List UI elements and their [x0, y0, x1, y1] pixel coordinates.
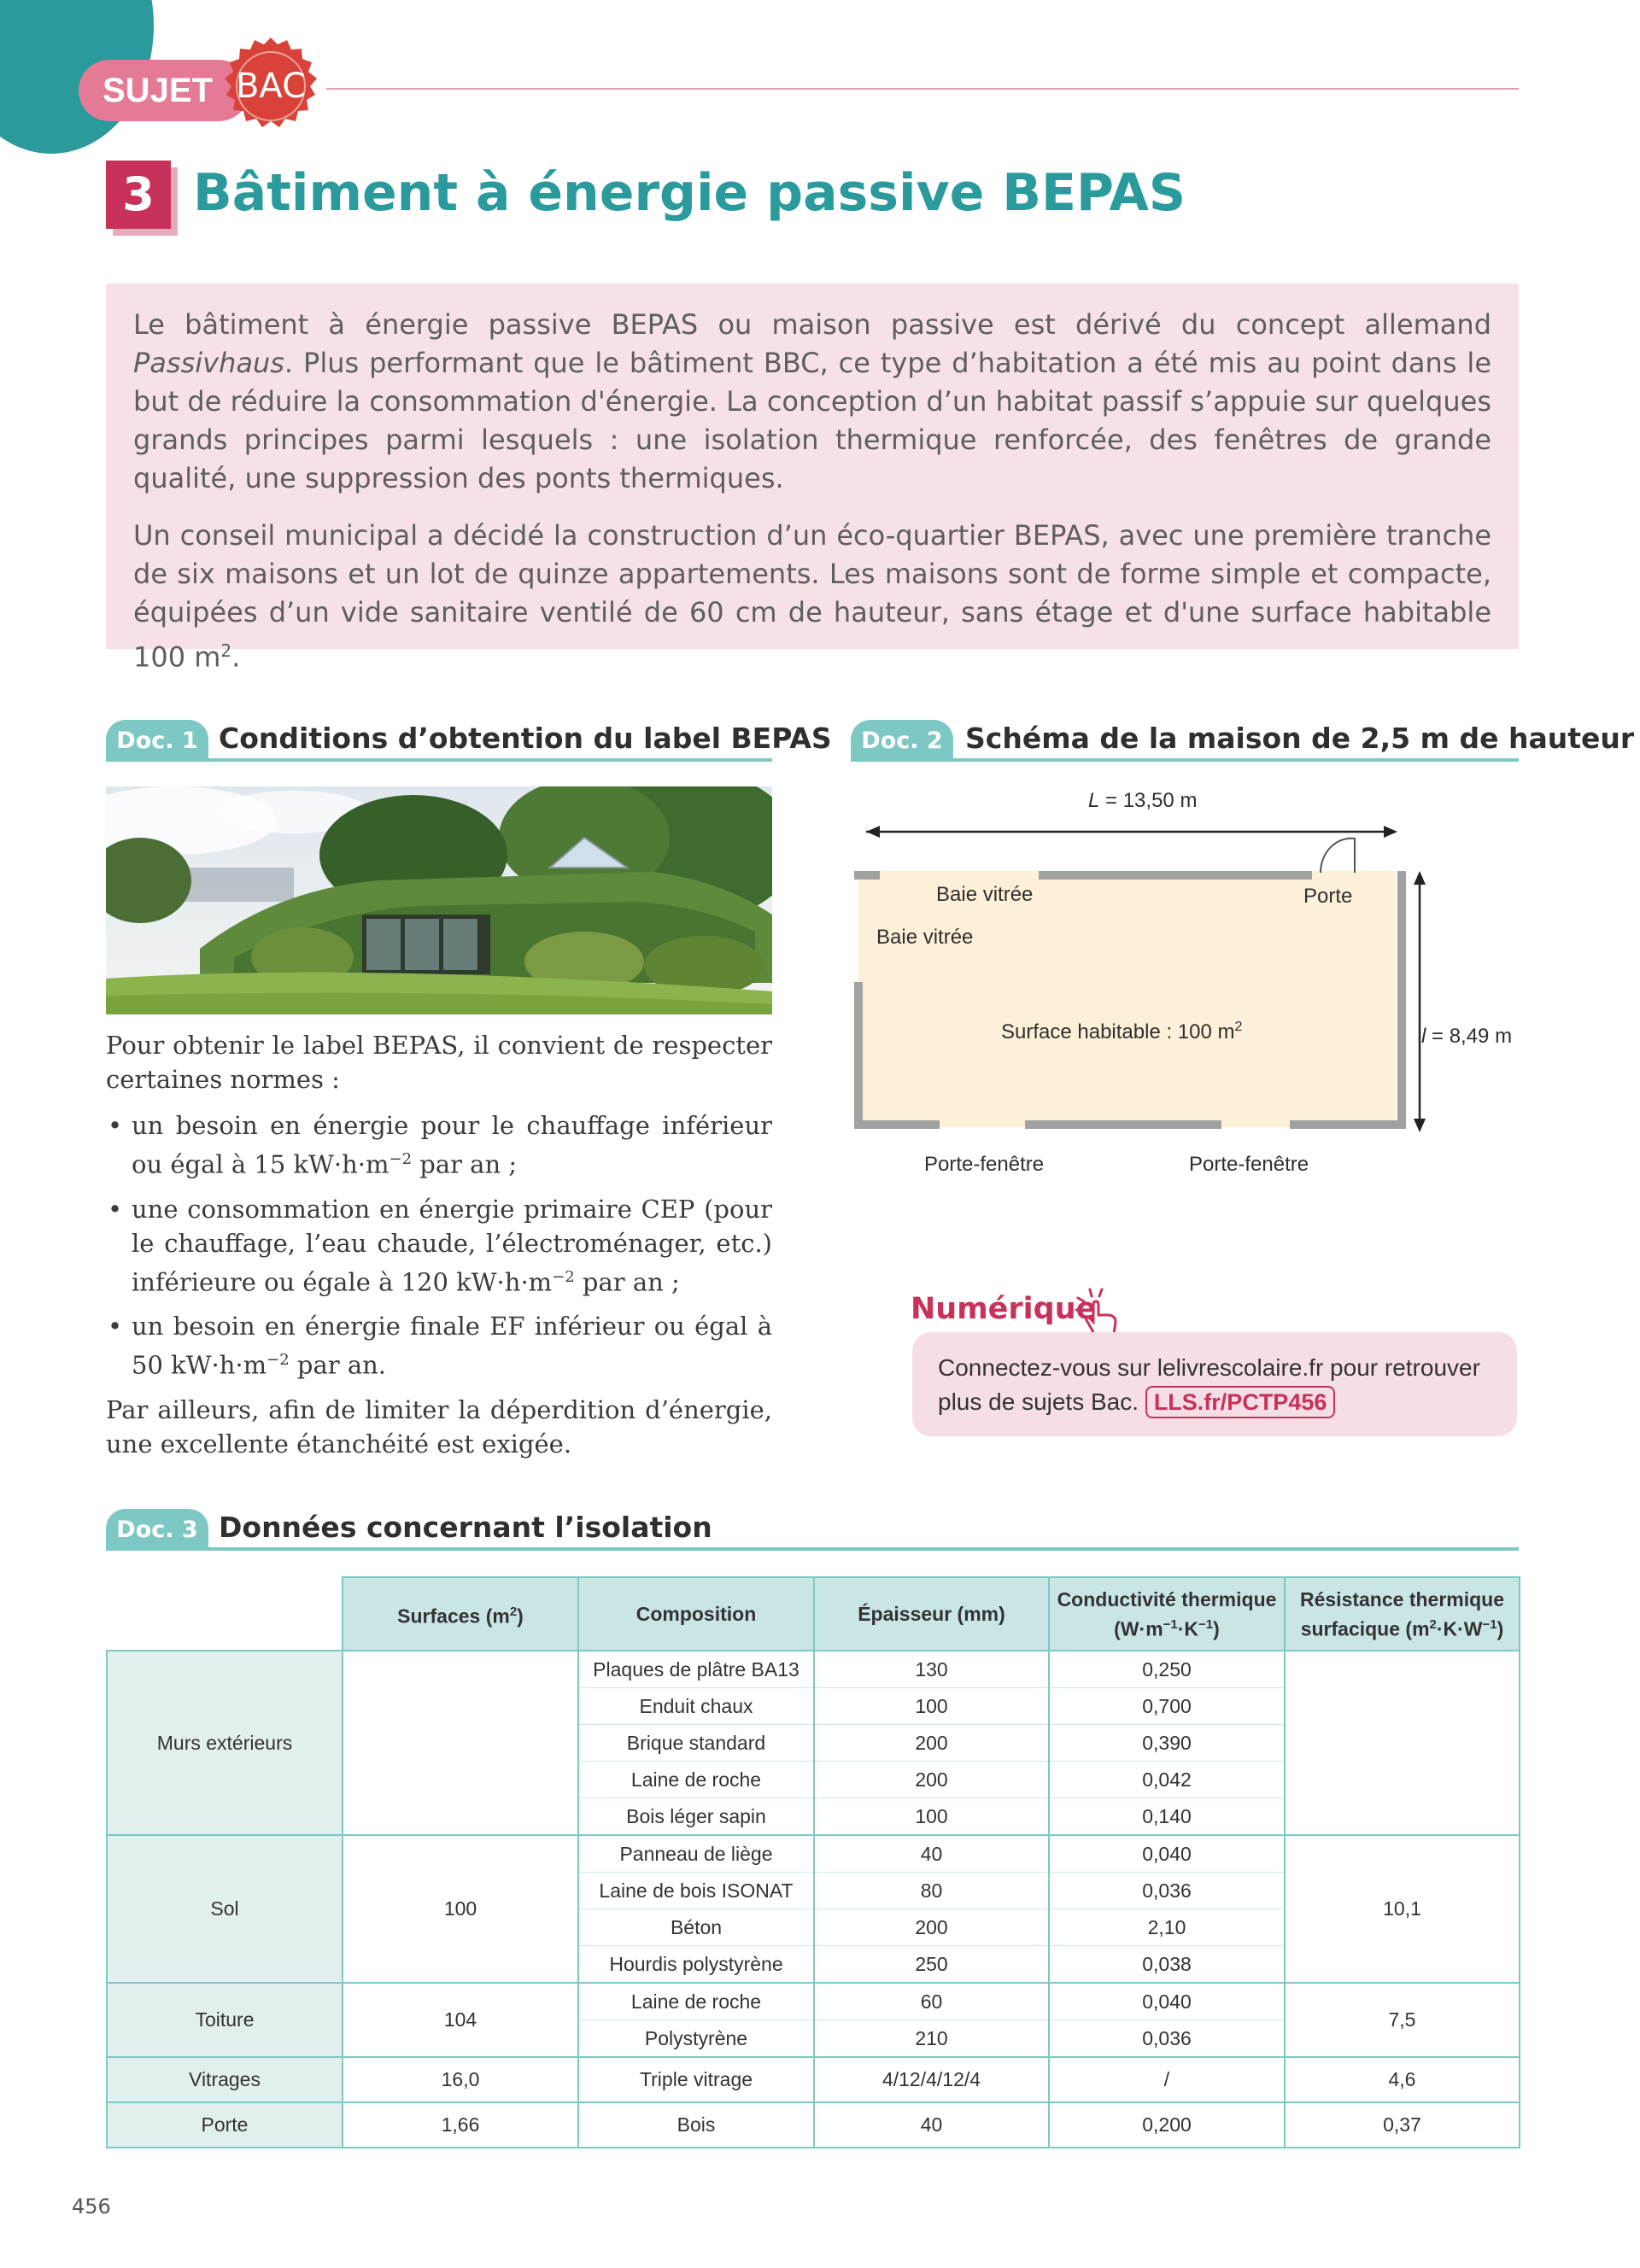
table-row [107, 1651, 1520, 1688]
width-label: l = 8,49 m [1421, 1025, 1513, 1048]
cell-resistance-vitrages: 4,6 [1285, 2057, 1520, 2102]
cell-conductivite: 0,140 [1049, 1798, 1285, 1836]
doc3-rule [106, 1547, 1519, 1551]
cell-composition: Laine de roche [578, 1762, 814, 1798]
intro-paragraph-2: Un conseil municipal a décidé la construction d’un éco-quartier BEPAS, avec une première tranche de six maisons et un lot de quinze appartements. Les maisons sont de forme simple et compacte, équipées d’un vide sanitaire ventilé de 60 cm de hauteur, sans étage et d'une surface habitable 100 $m^2$. [133, 519, 1491, 674]
cell-conductivite: 0,700 [1049, 1688, 1285, 1725]
header-surfaces: Surfaces $(m^2)$ [343, 1577, 578, 1651]
cell-composition: Laine de roche [578, 1983, 814, 2020]
header-composition: Composition [578, 1577, 814, 1651]
doc1-intro: Pour obtenir le label BEPAS, il convient de respecter certaines normes : [106, 1031, 772, 1094]
cell-resistance-sol: 10,1 [1285, 1835, 1520, 1983]
cell-epaisseur: 210 [814, 2020, 1049, 2058]
cell-composition: Triple vitrage [578, 2057, 814, 2102]
cell-resistance-murs [1285, 1651, 1520, 1835]
cell-conductivite: 0,390 [1049, 1725, 1285, 1762]
cell-composition: Bois [578, 2102, 814, 2148]
cell-epaisseur: 130 [814, 1651, 1049, 1688]
row-label-vitrages: Vitrages [107, 2057, 343, 2102]
row-label-porte: Porte [107, 2102, 343, 2148]
cell-composition: Béton [578, 1909, 814, 1946]
cell-conductivite: 0,036 [1049, 1873, 1285, 1909]
doc1-bullet: • un besoin en énergie pour le chauffage inférieur ou égal à 15 $kW\cdot h\cdot m^{-2}$ par an ; [106, 1108, 772, 1182]
cell-epaisseur: 40 [814, 1835, 1049, 1873]
cell-conductivite: 0,040 [1049, 1835, 1285, 1873]
cell-surface-murs [343, 1651, 578, 1835]
cell-resistance-porte: 0,37 [1285, 2102, 1520, 2148]
table-row [107, 2102, 1520, 2148]
row-label-toiture: Toiture [107, 1983, 343, 2057]
numerique-box [912, 1332, 1517, 1436]
arrow-down-icon [1414, 1119, 1426, 1132]
cell-epaisseur: 200 [814, 1762, 1049, 1798]
doc2-rule [851, 758, 1519, 762]
bac-label: BAC [235, 67, 307, 106]
cell-composition: Panneau de liège [578, 1835, 814, 1873]
cell-epaisseur: 200 [814, 1909, 1049, 1946]
porte-label: Porte [1303, 885, 1353, 908]
sujet-label: SUJET [102, 72, 213, 109]
numerique-link[interactable]: LLS.fr/PCTP456 [1145, 1386, 1336, 1418]
page-title: Bâtiment à énergie passive BEPAS [193, 163, 1186, 223]
arrow-up-icon [1414, 871, 1426, 885]
cell-composition: Hourdis polystyrène [578, 1946, 814, 1984]
table-row [107, 1835, 1520, 1873]
baie-vitree-left-label: Baie vitrée [876, 926, 974, 949]
header-resistance: Résistance thermique surfacique $(m^2\cdot K\cdot W^{-1})$ [1285, 1577, 1520, 1651]
doc3-tab: Doc. 3 [106, 1509, 208, 1548]
cell-composition: Brique standard [578, 1725, 814, 1762]
cell-epaisseur: 80 [814, 1873, 1049, 1909]
surface-label: Surface habitable : 100 $m^2$ [1001, 1020, 1243, 1043]
cell-conductivite: 0,038 [1049, 1946, 1285, 1984]
door-arc-icon [1321, 839, 1355, 873]
doc3-title: Données concernant l’isolation [219, 1511, 712, 1544]
numerique-text: Connectez-vous sur lelivrescolaire.fr pour retrouver plus de sujets Bac. [938, 1354, 1480, 1415]
cell-conductivite: 0,200 [1049, 2102, 1285, 2148]
insulation-table [106, 1576, 1520, 2148]
cell-composition: Plaques de plâtre BA13 [578, 1651, 814, 1688]
cell-epaisseur: 200 [814, 1725, 1049, 1762]
length-label: L = 13,50 m [1088, 789, 1198, 812]
cell-resistance-toiture: 7,5 [1285, 1983, 1520, 2057]
numerique-title: Numérique [911, 1292, 1097, 1326]
cell-epaisseur: 100 [814, 1798, 1049, 1836]
header-rule [326, 88, 1519, 90]
passive-house-photo [106, 786, 772, 1014]
header-empty-cell [107, 1577, 343, 1651]
doc1-bullet: • un besoin en énergie finale EF inférieur ou égal à 50 $kW\cdot h\cdot m^{-2}$ par an. [106, 1309, 772, 1382]
floor-area [858, 871, 1396, 1127]
cell-composition: Laine de bois ISONAT [578, 1873, 814, 1909]
doc2-tab: Doc. 2 [851, 720, 953, 759]
table-row [107, 1983, 1520, 2020]
cell-epaisseur: 40 [814, 2102, 1049, 2148]
baie-vitree-top-label: Baie vitrée [936, 883, 1034, 906]
cell-conductivite: 0,042 [1049, 1762, 1285, 1798]
cell-surface-vitrages: 16,0 [343, 2057, 578, 2102]
row-label-murs: Murs extérieurs [107, 1651, 343, 1835]
arrow-right-icon [1384, 826, 1397, 838]
cell-surface-porte: 1,66 [343, 2102, 578, 2148]
doc1-text [106, 1028, 772, 1473]
doc1-bullet-list [106, 1108, 772, 1382]
cell-composition: Enduit chaux [578, 1688, 814, 1725]
cell-conductivite: 0,040 [1049, 1983, 1285, 2020]
cell-surface-sol: 100 [343, 1835, 578, 1983]
cell-composition: Bois léger sapin [578, 1798, 814, 1836]
doc1-conclusion: Par ailleurs, afin de limiter la déperdition d’énergie, une excellente étanchéité est exigée. [106, 1394, 772, 1458]
header-epaisseur: Épaisseur (mm) [814, 1577, 1049, 1651]
page-number: 456 [72, 2195, 111, 2218]
cell-epaisseur: 4/12/4/12/4 [814, 2057, 1049, 2102]
touch-hand-icon [1071, 1286, 1131, 1337]
cell-conductivite: 2,10 [1049, 1909, 1285, 1946]
cell-epaisseur: 60 [814, 1983, 1049, 2020]
porte-fenetre-1-label: Porte-fenêtre [924, 1153, 1045, 1176]
doc1-bullet: • une consommation en énergie primaire CEP (pour le chauffage, l’eau chaude, l’électroménager, etc.) inférieure ou égale à 120 $kW\cdot h\cdot m^{-2}$ par an ; [106, 1192, 772, 1300]
intro-box [106, 284, 1519, 674]
bac-badge [215, 31, 326, 142]
row-label-sol: Sol [107, 1835, 343, 1983]
table-row [107, 2057, 1520, 2102]
doc1-title: Conditions d’obtention du label BEPAS [219, 722, 832, 755]
cell-conductivite: 0,036 [1049, 2020, 1285, 2058]
cell-epaisseur: 100 [814, 1688, 1049, 1725]
cell-surface-toiture: 104 [343, 1983, 578, 2057]
intro-paragraph-1: Le bâtiment à énergie passive BEPAS ou maison passive est dérivé du concept allemand Passivhaus. Plus performant que le bâtiment BBC, ce type d’habitation a été mis au point dans le but de réduire la consommation d'énergie. La conception d’un habitat passif s’appuie sur quelques grands principes parmi lesquels : une isolation thermique renforcée, des fenêtres de grande qualité, une suppression des ponts thermiques. [133, 308, 1491, 494]
cell-conductivite: / [1049, 2057, 1285, 2102]
porte-fenetre-2-label: Porte-fenêtre [1189, 1153, 1309, 1176]
cell-epaisseur: 250 [814, 1946, 1049, 1984]
cell-conductivite: 0,250 [1049, 1651, 1285, 1688]
doc1-rule [106, 758, 772, 762]
header-conductivite: Conductivité thermique $(W\cdot m^{-1}\cdot K^{-1})$ [1049, 1577, 1285, 1651]
arrow-left-icon [866, 826, 880, 838]
cell-composition: Polystyrène [578, 2020, 814, 2058]
subject-number: 3 [106, 161, 171, 229]
table-header-row [107, 1577, 1520, 1651]
doc2-title: Schéma de la maison de 2,5 m de hauteur [965, 722, 1635, 755]
doc1-tab: Doc. 1 [106, 720, 208, 759]
house-floor-plan [846, 786, 1529, 1213]
